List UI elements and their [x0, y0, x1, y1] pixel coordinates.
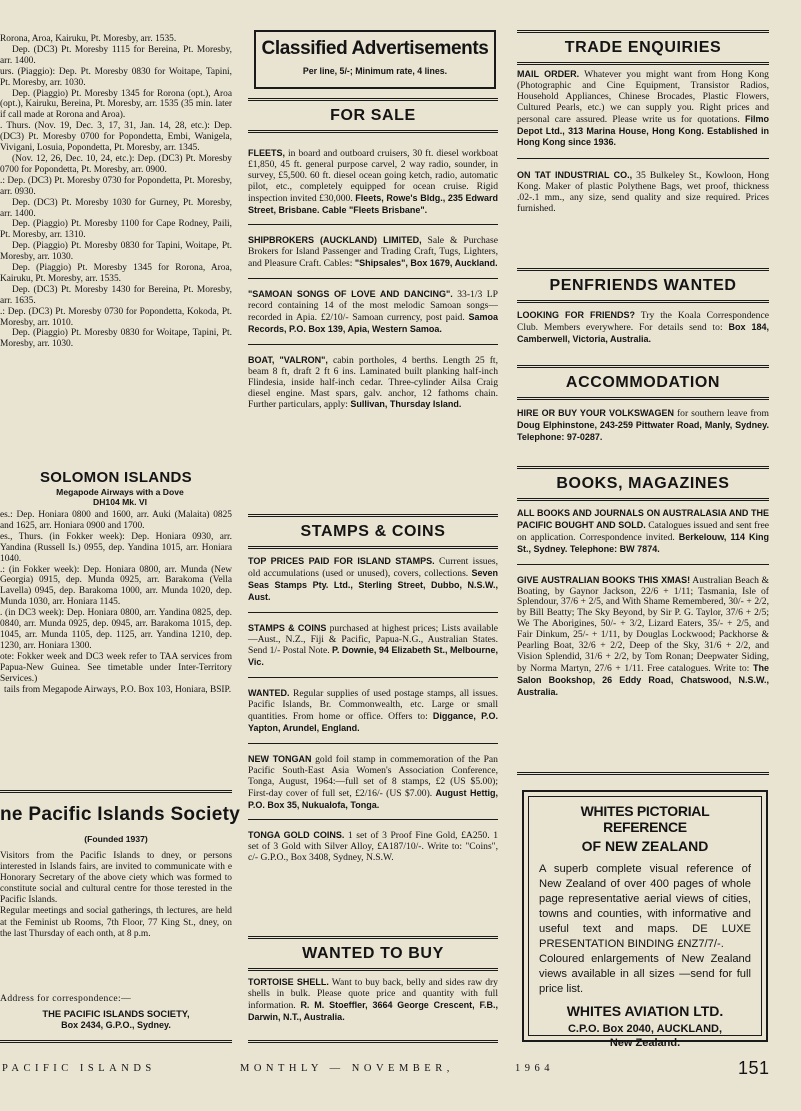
accommodation-heading: ACCOMMODATION: [517, 365, 769, 400]
society-paragraph: Visitors from the Pacific Islands to dney, or persons interested in Islands fairs, are invited to communicate with e Honorary Secretary of the above ciety which was formed to constitute social and cultural centre for those terested in the Pacific Islands.: [0, 851, 232, 906]
whites-advert: [522, 790, 768, 1049]
society-founded: (Founded 1937): [84, 834, 148, 844]
divider: [248, 1040, 498, 1043]
schedule-line: .: Dep. (DC3) Pt. Moresby 0730 for Popondetta, Pt. Moresby, arr. 0930.: [0, 175, 232, 197]
schedule-line: Dep. (Piaggio) Pt. Moresby 1100 for Cape Rodney, Paili, Pt. Moresby, arr. 1310.: [0, 219, 232, 241]
footer-issue: MONTHLY — NOVEMBER,: [240, 1063, 454, 1074]
divider: [517, 772, 769, 775]
schedule-line: Dep. (Piaggio) Pt. Moresby 0830 for Woitape, Tapini, Pt. Moresby, arr. 1030.: [0, 328, 232, 350]
schedule-line: . (in DC3 week): Dep. Honiara 0800, arr. Yandina 0825, dep. 0840, arr. Munda 0925, dep. 0945, arr. Barakoma 1015, dep. 1045, arr. Munda 1105, dep. 1125, arr. Yandina 1210, dep. 1230, arr. Honiara 1300.: [0, 608, 232, 651]
classified-ad: ON TAT INDUSTRIAL CO., 35 Bulkeley St., Kowloon, Hong Kong. Maker of plastic Polythene Bags, wet proof, thickness .02-.1 mm., any size, send quality and size required. Prices furnished.: [517, 170, 769, 215]
society-title: ne Pacific Islands Society: [0, 804, 241, 825]
penfriends-heading: PENFRIENDS WANTED: [517, 268, 769, 303]
books-heading: BOOKS, MAGAZINES: [517, 466, 769, 501]
for-sale-ads: [248, 148, 498, 411]
books-ads: [517, 508, 769, 699]
classified-ad: STAMPS & COINS purchased at highest prices; Lists available—Aust., N.Z., Fiji & Pacific, Papua-N.G., Australian States. Send 1/- Postal Note. P. Downie, 94 Elizabeth St., Melbourne, Vic.: [248, 622, 498, 668]
solomon-title: SOLOMON ISLANDS: [39, 469, 192, 486]
classified-ad: HIRE OR BUY YOUR VOLKSWAGEN for southern leave from Doug Elphinstone, 243-259 Pittwater Road, Manly, Sydney. Telephone: 97-0287.: [517, 408, 769, 442]
wanted-ads: [248, 977, 498, 1024]
classified-ad: FLEETS, in board and outboard cruisers, 30 ft. diesel workboat £1,850, 45 ft. general purpose carvel, 2 way radio, sounder, in survey, £5,500. 60 ft. diesel ocean going ketch, radio, automatic pilot, etc., completely equipped for ocean cruise. Rigid inspection invited £30,000. Fleets, Rowe's Bldg., 235 Edward Street, Brisbane. Cable "Fleets Brisbane".: [248, 148, 498, 215]
stamps-heading: STAMPS & COINS: [248, 514, 498, 549]
divider: [248, 344, 498, 345]
trade-heading: TRADE ENQUIRIES: [517, 30, 769, 65]
trade-ads: [517, 69, 769, 215]
classified-ad: NEW TONGAN gold foil stamp in commemoration of the Pan Pacific South-East Asia Women's Association Conference, Tonga, August, 1964:—full set of 8 stamps, £2 (US $5.00); First-day cover of full set, £2/16/- (US $7.00). August Hettig, P.O. Box 35, Nukualofa, Tonga.: [248, 753, 498, 810]
classified-ad: GIVE AUSTRALIAN BOOKS THIS XMAS! Australian Beach & Boating, by Gaynor Jackson, 22/6 + 1/11; Tasmania, Isle of Splendour, 37/6 + 2/5, and With Shame Remembered, 30/- + 2/2, by Bill Beatty; The Sky Beyond, by Sir P. G. Taylor, 37/6 + 2/5; We The Aborigines, 50/- + 3/2, Lizard Eaters, 35/- + 2/5, and Fair Dinkum, 25/- + 1/11, by Douglas Lockwood; Packhorse & Pearling Boat, 32/6 + 2/2, Deep of the Sky, 31/6 + 2/2, and Vision Splendid, 31/6 + 2/2, by Tom Ronan; Deepwater Siding, by Norma Martyn, 27/6 + 1/11. Free catalogues. Write to: The Salon Bookshop, 26 Eddy Road, Chatswood, N.S.W., Australia.: [517, 574, 769, 697]
schedule-line: es.: Dep. Honiara 0800 and 1600, arr. Auki (Malaita) 0825 and 1625, arr. Honiara 0900 and 1700.: [0, 510, 232, 531]
stamps-ads: [248, 556, 498, 864]
whites-address: C.P.O. Box 2040, AUCKLAND,: [567, 1023, 723, 1035]
solomon-schedule: [0, 510, 232, 695]
schedule-line: (Nov. 12, 26, Dec. 10, 24, etc.): Dep. (DC3) Pt. Moresby 0700 for Popondetta, Pt. Moresby, arr. 0900.: [0, 153, 232, 175]
whites-title: OF NEW ZEALAND: [581, 838, 709, 854]
schedule-line: ote: Fokker week and DC3 week refer to TAA services from Papua-New Guinea. See timetable under Inter-Territory Services.): [0, 651, 232, 684]
divider: [248, 819, 498, 820]
whites-body: Coloured enlargements of New Zealand views available in all sizes —send for full price list.: [539, 953, 751, 995]
schedule-line: Dep. (Piaggio) Pt. Moresby 0830 for Tapini, Woitape, Pt. Moresby, arr. 1030.: [0, 241, 232, 263]
accommodation-ads: [517, 408, 769, 444]
society-body: [0, 851, 232, 940]
divider: [517, 564, 769, 565]
classified-ad: "SAMOAN SONGS OF LOVE AND DANCING". 33-1/3 LP record containing 14 of the most melodic Samoan songs—recorded in Apia. £2/10/- Samoan currency, post paid. Samoa Records, P.O. Box 139, Apia, Western Samoa.: [248, 289, 498, 334]
footer-publication: PACIFIC ISLANDS: [2, 1063, 156, 1074]
schedule-line: urs. (Piaggio): Dep. Pt. Moresby 0830 for Woitape, Tapini, Pt. Moresby, arr. 1030.: [0, 66, 232, 88]
divider: [0, 1040, 232, 1043]
divider: [0, 790, 232, 793]
schedule-line: Dep. (DC3) Pt. Moresby 1115 for Bereina, Pt. Moresby, arr. 1400.: [0, 44, 232, 66]
whites-title: WHITES PICTORIAL REFERENCE: [580, 803, 710, 835]
divider: [248, 612, 498, 613]
divider: [248, 743, 498, 744]
solomon-subtitle: Megapode Airways with a Dove DH104 Mk. VI: [56, 487, 184, 507]
schedule-line: Dep. (DC3) Pt. Moresby 1030 for Gurney, Pt. Moresby, arr. 1400.: [0, 197, 232, 219]
society-name: THE PACIFIC ISLANDS SOCIETY,: [42, 1008, 190, 1019]
divider: [517, 158, 769, 159]
classified-ad: WANTED. Regular supplies of used postage stamps, all issues. Pacific Islands, Br. Commonwealth, etc. Large or small quantities. From home or office. Offers to: Diggance, P.O. Yapton, Arundel, England.: [248, 688, 498, 733]
schedule-line: . Thurs. (Nov. 19, Dec. 3, 17, 31, Jan. 14, 28, etc.): Dep. (DC3) Pt. Moresby 0700 for Popondetta, Embi, Wanigela, Vivigani, Losuia, Popondetta, Pt. Moresby, arr. 1345.: [0, 121, 232, 154]
classified-ad: SHIPBROKERS (AUCKLAND) LIMITED, Sale & Purchase Brokers for Island Passenger and Trading Craft, Tugs, Lighters, and Pleasure Craft. Cables: "Shipsales", Box 1679, Auckland.: [248, 235, 498, 270]
whites-body: A superb complete visual reference of New Zealand of over 400 pages of whole page representative aerial views of cities, towns and counties, with informative and useful text and maps. DE LUXE PRESENTATION BINDING £NZ7/7/-.: [539, 863, 751, 950]
schedule-line: Rorona, Aroa, Kairuku, Pt. Moresby, arr. 1535.: [0, 34, 177, 44]
schedule-line: Dep. (DC3) Pt. Moresby 1430 for Bereina, Pt. Moresby, arr. 1635.: [0, 284, 232, 306]
classified-ad: ALL BOOKS AND JOURNALS ON AUSTRALASIA AND THE PACIFIC BOUGHT AND SOLD. Catalogues issued and sent free on application. Correspondence invited. Berkelouw, 114 King St., Sydney. Telephone: BW 7874.: [517, 508, 769, 554]
society-address: Box 2434, G.P.O., Sydney.: [61, 1020, 171, 1030]
classified-ad: MAIL ORDER. Whatever you might want from Hong Kong (Photographic and Cine Equipment, Transistor Radios, Household Appliances, Chinese Brocades, Plastic Flowers, Cultured Pearls, etc.) we can supply you. Right prices and personal care assured. Please write us for quotations. Filmo Depot Ltd., 313 Marina House, Hong Kong. Established in Hong Kong since 1936.: [517, 69, 769, 148]
penfriends-ads: [517, 310, 769, 346]
classified-ad: LOOKING FOR FRIENDS? Try the Koala Correspondence Club. Members everywhere. For details send to: Box 184, Camberwell, Victoria, Australia.: [517, 310, 769, 344]
classified-box: [254, 30, 496, 89]
whites-company: WHITES AVIATION LTD.: [566, 1003, 724, 1019]
divider: [248, 278, 498, 279]
schedule-line: .: (in Fokker week): Dep. Honiara 0800, arr. Munda (New Georgia) 0915, dep. Munda 0925, arr. Barakoma (Vella Lavella) 0945, dep. Barakoma 1000, arr. Munda 1020, dep. Munda 1030, arr. Honiara 1145.: [0, 564, 232, 608]
whites-address: New Zealand.: [609, 1037, 681, 1049]
whites-advert-inner: [528, 796, 762, 1049]
divider: [248, 224, 498, 225]
schedule-line: Dep. (Piaggio) Pt. Moresby 1345 for Rorona (opt.), Aroa (opt.), Kairuku, Bereina, Pt. Moresby, arr. 1535 (35 min. later if call made at Rorona and Aroa).: [0, 88, 232, 121]
classified-ad: TONGA GOLD COINS. 1 set of 3 Proof Fine Gold, £A250. 1 set of 3 Gold with Silver Alloy, £A187/10/-. Write to: "Coins", c/- G.P.O., Box 3408, Sydney, N.S.W.: [248, 830, 498, 864]
divider: [248, 677, 498, 678]
schedule-line: .: Dep. (DC3) Pt. Moresby 0730 for Popondetta, Kokoda, Pt. Moresby, arr. 1010.: [0, 306, 232, 328]
for-sale-heading: FOR SALE: [248, 98, 498, 133]
footer-year: 1964: [515, 1063, 554, 1074]
classified-ad: TOP PRICES PAID FOR ISLAND STAMPS. Current issues, old accumulations (used or unused), covers, collections. Seven Seas Stamps Pty. Ltd., Sterling Street, Dubbo, N.S.W., Aust.: [248, 556, 498, 602]
society-paragraph: Regular meetings and social gatherings, th lectures, are held at the Feminist ub Rooms, 7th Floor, 77 King St., dney, on the last Thursday of each onth, at 8 p.m.: [0, 906, 232, 939]
classified-ad: BOAT, "VALRON", cabin portholes, 4 berths. Length 25 ft, beam 8 ft, draft 2 ft 6 ins. Laminated built planking half-inch Flindesia, inside half-inch cedar. Three-cylinder Ailsa Craig diesel engine. Mast spars, galv. anchor, 12 fathoms chain. Further particulars, apply: Sullivan, Thursday Island.: [248, 354, 498, 411]
schedule-line: Dep. (Piaggio) Pt. Moresby 1345 for Rorona, Aroa, Kairuku, Pt. Moresby, arr. 1535.: [0, 263, 232, 284]
classified-title: Classified Advertisements: [261, 38, 489, 59]
classified-ad: TORTOISE SHELL. Want to buy back, belly and sides raw dry shells in bulk. Please quote price and quantity with full information. R. M. Stoeffler, 3664 George Crescent, F.B., Darwin, N.T., Australia.: [248, 977, 499, 1022]
page-number: 151: [738, 1058, 770, 1078]
schedule-line: es., Thurs. (in Fokker week): Dep. Honiara 0930, arr. Yandina (Russell Is.) 0955, dep. Yandina 1015, arr. Honiara 1040.: [0, 531, 232, 564]
classified-rate: Per line, 5/-; Minimum rate, 4 lines.: [302, 66, 448, 76]
society-address-label: Address for correspondence:—: [0, 993, 132, 1004]
wanted-heading: WANTED TO BUY: [248, 936, 498, 971]
schedule-line: tails from Megapode Airways, P.O. Box 103, Honiara, BSIP.: [4, 684, 232, 695]
papua-schedule: [0, 34, 232, 350]
